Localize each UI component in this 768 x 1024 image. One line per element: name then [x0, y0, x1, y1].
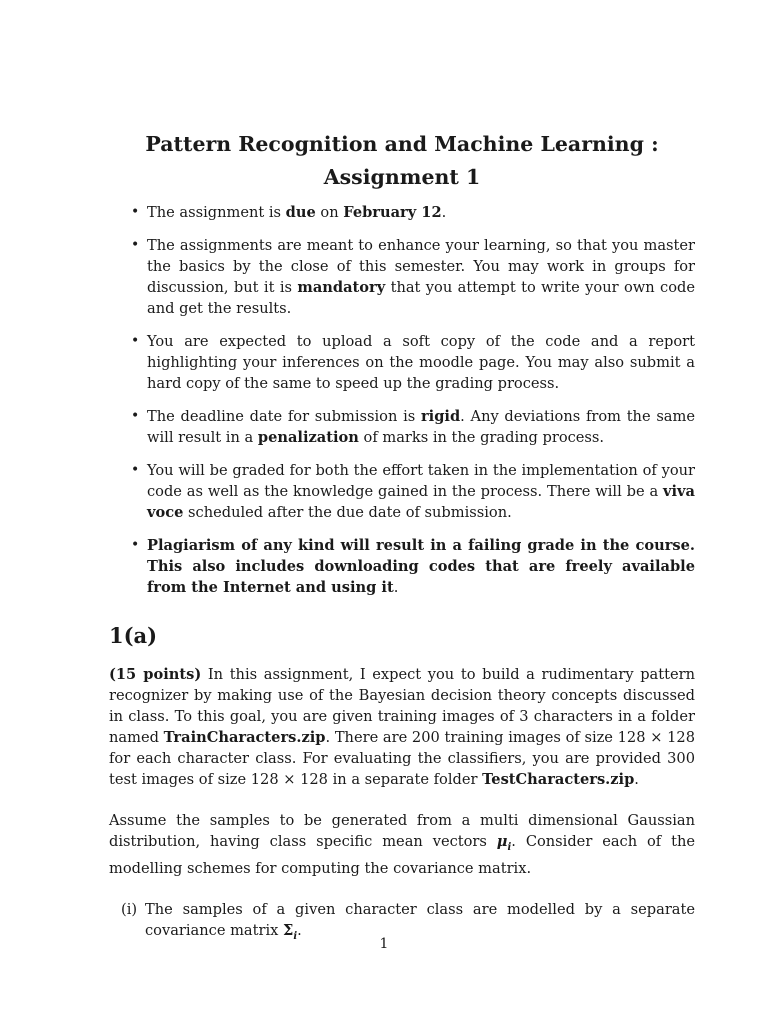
instruction-item-2	[109, 235, 695, 319]
para1-run-5: .	[634, 771, 639, 788]
enumerated-item-text	[145, 900, 695, 942]
instruction-item-5	[109, 460, 695, 523]
para2-run-1: μ	[496, 833, 508, 850]
instruction-5-run-1: viva voce	[147, 483, 695, 521]
instruction-2-run-2: that you attempt to write your own code and get the results.	[147, 279, 695, 317]
instruction-text	[147, 537, 695, 596]
instruction-item-4	[109, 406, 695, 448]
bullet-icon: •	[131, 537, 140, 553]
instruction-1-run-2: on	[315, 204, 344, 221]
instruction-2-run-1: mandatory	[297, 279, 386, 296]
instruction-4-run-4: of marks in the grading process.	[358, 429, 605, 446]
instruction-3-run-0: You are expected to upload a soft copy of the code and a report highlighting your inferences on the moodle page. You may also submit a hard copy of the same to speed up the grading process.	[147, 333, 695, 392]
bullet-icon: •	[131, 204, 140, 220]
instruction-text	[147, 408, 695, 446]
instruction-1-run-0: The assignment is	[147, 204, 286, 221]
bullet-icon: •	[131, 333, 140, 349]
instruction-5-run-0: You will be graded for both the effort taken in the implementation of your code as well as the knowledge gained in the process. There will be a	[147, 462, 695, 500]
instructions-list	[109, 202, 695, 598]
instruction-4-run-3: penalization	[257, 429, 359, 446]
instruction-text	[147, 204, 446, 221]
instruction-5-run-2: scheduled after the due date of submission.	[183, 504, 512, 521]
section-heading: 1(a)	[109, 623, 158, 648]
enum-run-0: The samples of a given character class are modelled by a separate covariance matrix	[145, 900, 695, 939]
para2-run-3: . Consider each of the modelling schemes for computing the covariance matrix.	[109, 833, 696, 877]
instruction-6-run-1: .	[393, 579, 399, 596]
instruction-4-run-1: rigid	[420, 408, 461, 425]
para1-run-4: TestCharacters.zip	[482, 771, 635, 788]
instruction-4-run-0: The deadline date for submission is	[147, 408, 421, 425]
instruction-6-run-0: Plagiarism of any kind will result in a failing grade in the course. This also includes downloading codes that are freely available from the Internet and using it	[147, 537, 695, 596]
title-line-1: Pattern Recognition and Machine Learning :	[145, 132, 659, 156]
page-number: 1	[379, 936, 389, 952]
instruction-4-run-2: . Any deviations from the same will result in a	[147, 408, 695, 446]
enum-run-3: .	[297, 921, 302, 939]
para1-run-0: (15 points)	[109, 666, 202, 683]
enum-run-2: i	[293, 930, 298, 942]
instruction-1-run-3: February 12	[343, 204, 442, 221]
instruction-item-1	[109, 202, 695, 223]
bullet-icon: •	[131, 237, 140, 253]
instruction-1-run-1: due	[285, 204, 316, 221]
para2-run-2: i	[507, 841, 512, 853]
title-line-2: Assignment 1	[323, 165, 481, 189]
para1-run-2: TrainCharacters.zip	[163, 729, 326, 746]
instruction-text	[147, 333, 695, 392]
section-paragraph-2	[109, 810, 695, 879]
instruction-item-3	[109, 331, 695, 394]
enum-run-1: Σ	[283, 921, 294, 939]
para2-run-0: Assume the samples to be generated from a multi dimensional Gaussian distribution, having class specific mean vectors	[109, 812, 695, 850]
document-page	[109, 128, 695, 947]
instruction-text	[147, 462, 695, 521]
instruction-text	[147, 237, 695, 317]
bullet-icon: •	[131, 408, 140, 424]
bullet-icon: •	[131, 462, 140, 478]
instruction-item-6	[109, 535, 695, 598]
para1-run-3: . There are 200 training images of size 128 × 128 for each character class. For evaluating the classifiers, you are provided 300 test images of size 128 × 128 in a separate folder	[109, 729, 695, 788]
instruction-2-run-0: The assignments are meant to enhance your learning, so that you master the basics by the close of this semester. You may work in groups for discussion, but it is	[147, 237, 695, 296]
instruction-1-run-4: .	[441, 204, 447, 221]
para1-run-1: In this assignment, I expect you to build a rudimentary pattern recognizer by making use of the Bayesian decision theory concepts discussed in class. To this goal, you are given training images of 3 characters in a folder named	[109, 666, 695, 746]
section-paragraph-1	[109, 664, 695, 790]
document-title	[109, 128, 695, 194]
enumerated-item-number: (i)	[121, 900, 138, 918]
